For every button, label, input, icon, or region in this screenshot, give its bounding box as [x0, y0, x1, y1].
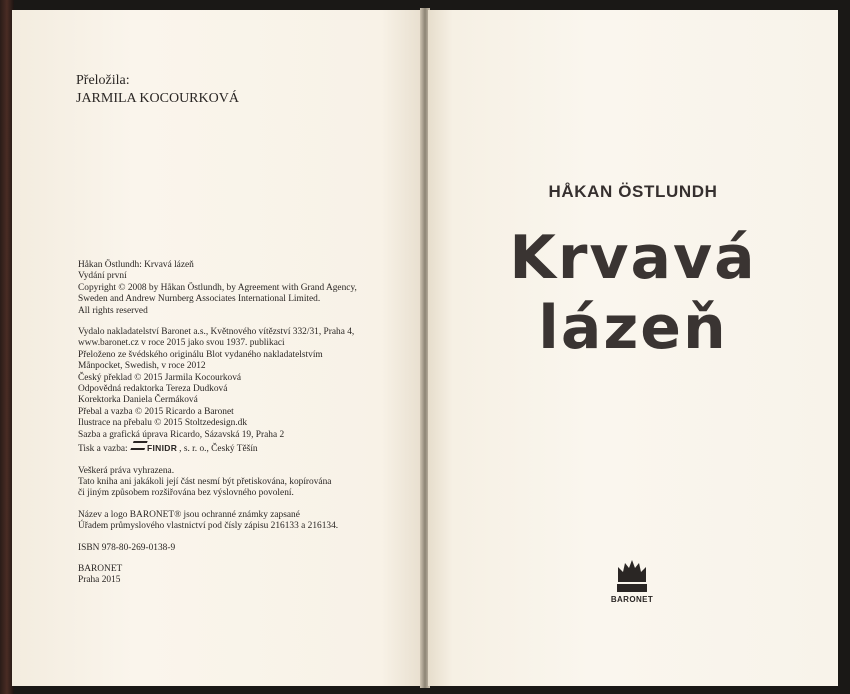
title-page — [428, 10, 838, 686]
author-name: HÅKAN ÖSTLUNDH — [548, 182, 718, 201]
imprint-line: Veškerá práva vyhrazena. — [78, 465, 175, 476]
book-title-line-2: lázeň — [538, 293, 728, 363]
publisher-logo — [610, 558, 654, 604]
imprint-block-place — [78, 564, 418, 587]
print-suffix: , s. r. o., Český Těšín — [179, 444, 258, 455]
imprint-line: Praha 2015 — [78, 575, 121, 586]
imprint — [78, 260, 418, 597]
isbn: ISBN 978-80-269-0138-9 — [78, 542, 176, 553]
imprint-block-rights — [78, 466, 418, 500]
imprint-line: Vydání první — [78, 271, 127, 282]
finidr-logo-text: FINIDR — [147, 443, 178, 454]
imprint-block-edition — [78, 260, 418, 317]
imprint-line: Copyright © 2008 by Håkan Östlundh, by Agreement with Grand Agency, — [78, 282, 357, 293]
imprint-line: www.baronet.cz v roce 2015 jako svou 1937. publikaci — [78, 338, 285, 349]
imprint-line: BARONET — [78, 563, 123, 574]
imprint-block-trademark — [78, 510, 418, 533]
translator-name: JARMILA KOCOURKOVÁ — [76, 91, 239, 106]
finidr-mark-icon — [130, 441, 147, 450]
imprint-line: Přeloženo ze švédského originálu Blot vydaného nakladatelstvím — [78, 349, 323, 360]
book-title-line-1: Krvavá — [509, 223, 757, 293]
imprint-line: Vydalo nakladatelství Baronet a.s., Květnového vítězství 332/31, Praha 4, — [78, 327, 355, 338]
imprint-line: Korektorka Daniela Čermáková — [78, 395, 198, 406]
imprint-line: Håkan Östlundh: Krvavá lázeň — [78, 260, 194, 270]
imprint-line: Ilustrace na přebalu © 2015 Stoltzedesign.dk — [78, 418, 248, 429]
imprint-line: Odpovědná redaktorka Tereza Dudková — [78, 384, 228, 395]
imprint-line: Tato kniha ani jakákoli její část nesmí být přetiskována, kopírována — [78, 476, 332, 487]
imprint-line: Český překlad © 2015 Jarmila Kocourková — [78, 372, 242, 383]
imprint-line: Månpocket, Swedish, v roce 2012 — [78, 361, 206, 372]
imprint-print-line — [78, 441, 418, 455]
print-prefix: Tisk a vazba: — [78, 444, 128, 455]
imprint-line: Sweden and Andrew Nurnberg Associates International Limited. — [78, 294, 321, 305]
crown-icon — [613, 558, 651, 594]
copyright-page — [12, 10, 422, 686]
imprint-line: Název a logo BARONET® jsou ochranné známky zapsané — [78, 509, 300, 520]
finidr-logo — [132, 441, 177, 454]
imprint-line: Sazba a grafická úprava Ricardo, Sázavská 19, Praha 2 — [78, 429, 285, 440]
imprint-line: All rights reserved — [78, 305, 148, 316]
imprint-line: či jiným způsobem rozšiřována bez výslovného povolení. — [78, 488, 294, 499]
imprint-block-isbn — [78, 543, 418, 554]
translator-credit — [76, 72, 239, 108]
publisher-logo-text: BARONET — [610, 595, 654, 604]
imprint-line: Přebal a vazba © 2015 Ricardo a Baronet — [78, 406, 234, 417]
imprint-block-publisher — [78, 327, 418, 455]
imprint-line: Úřadem průmyslového vlastnictví pod čísly zápisu 216133 a 216134. — [78, 521, 339, 532]
translator-label: Přeložila: — [76, 73, 130, 88]
